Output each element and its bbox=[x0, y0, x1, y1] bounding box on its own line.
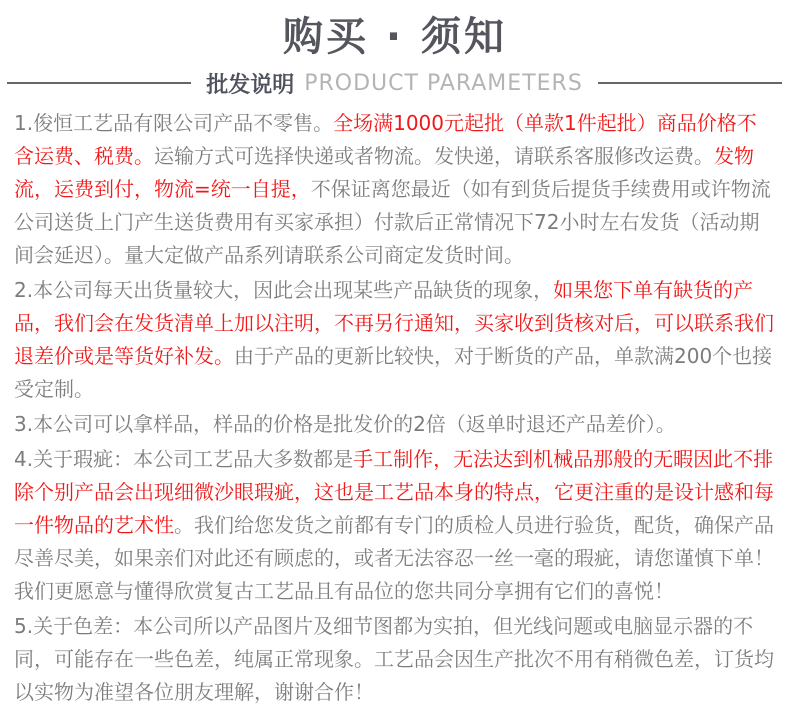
notice-paragraph bbox=[14, 443, 776, 608]
notice-paragraph bbox=[14, 610, 776, 709]
notice-header bbox=[0, 0, 790, 98]
text-segment-red: 全场满1000元起批（单款1件起批）商品价格不含运费、税费。 bbox=[14, 111, 757, 168]
text-segment: 3.本公司可以拿样品，样品的价格是批发价的2倍（返单时退还产品差价）。 bbox=[14, 412, 676, 436]
text-segment: 4.关于瑕疵：本公司工艺品大多数都是 bbox=[14, 447, 354, 471]
notice-paragraph bbox=[14, 107, 776, 272]
text-segment: 由于产品的更新比较快，对于断货的产品，单款满200个也接受定制。 bbox=[14, 344, 773, 401]
notice-paragraph bbox=[14, 408, 776, 441]
text-segment-red: 发物流，运费到付，物流=统一自提， bbox=[14, 144, 754, 201]
subtitle-english: PRODUCT PARAMETERS bbox=[304, 70, 583, 96]
notice-paragraph bbox=[14, 274, 776, 406]
text-segment-red: 如果您下单有缺货的产品，我们会在发货清单上加以注明，不再另行通知，买家收到货核对后，可以联系我们退差价或是等货好补发。 bbox=[14, 278, 774, 368]
text-segment: 运输方式可选择快递或者物流。发快递，请联系客服修改运费。 bbox=[154, 144, 714, 168]
left-divider-line bbox=[7, 82, 191, 84]
text-segment: 2.本公司每天出货量较大，因此会出现某些产品缺货的现象， bbox=[14, 278, 554, 302]
notice-paragraphs bbox=[0, 98, 790, 709]
page-title: 购买 · 须知 bbox=[282, 14, 508, 60]
subtitle-chinese: 批发说明 bbox=[206, 72, 295, 98]
right-divider-line bbox=[598, 82, 782, 84]
text-segment: 5.关于色差：本公司所以产品图片及细节图都为实拍，但光线问题或电脑显示器的不同，可能存在一些色差，纯属正常现象。工艺品会因生产批次不用有稍微色差，订货均以实物为准望各位朋友理解，谢谢合作！ bbox=[14, 614, 774, 704]
text-segment: 。我们给您发货之前都有专门的质检人员进行验货，配货，确保产品尽善尽美，如果亲们对此还有顾虑的，或者无法容忍一丝一毫的瑕疵，请您谨慎下单！我们更愿意与懂得欣赏复古工艺品且有品位的您共同分享拥有它们的喜悦！ bbox=[14, 513, 774, 603]
text-segment: 1.俊恒工艺品有限公司产品不零售。 bbox=[14, 111, 334, 135]
subtitle-row bbox=[0, 68, 790, 98]
text-segment: 不保证离您最近（如有到货后提货手续费用或许物流公司送货上门产生送货费用有买家承担）付款后正常情况下72小时左右发货（活动期间会延迟）。量大定做产品系列请联系公司商定发货时间。 bbox=[14, 177, 771, 267]
text-segment-red: 手工制作，无法达到机械品那般的无暇因此不排除个别产品会出现细微沙眼瑕疵，这也是工艺品本身的特点，它更注重的是设计感和每一件物品的艺术性 bbox=[14, 447, 774, 537]
